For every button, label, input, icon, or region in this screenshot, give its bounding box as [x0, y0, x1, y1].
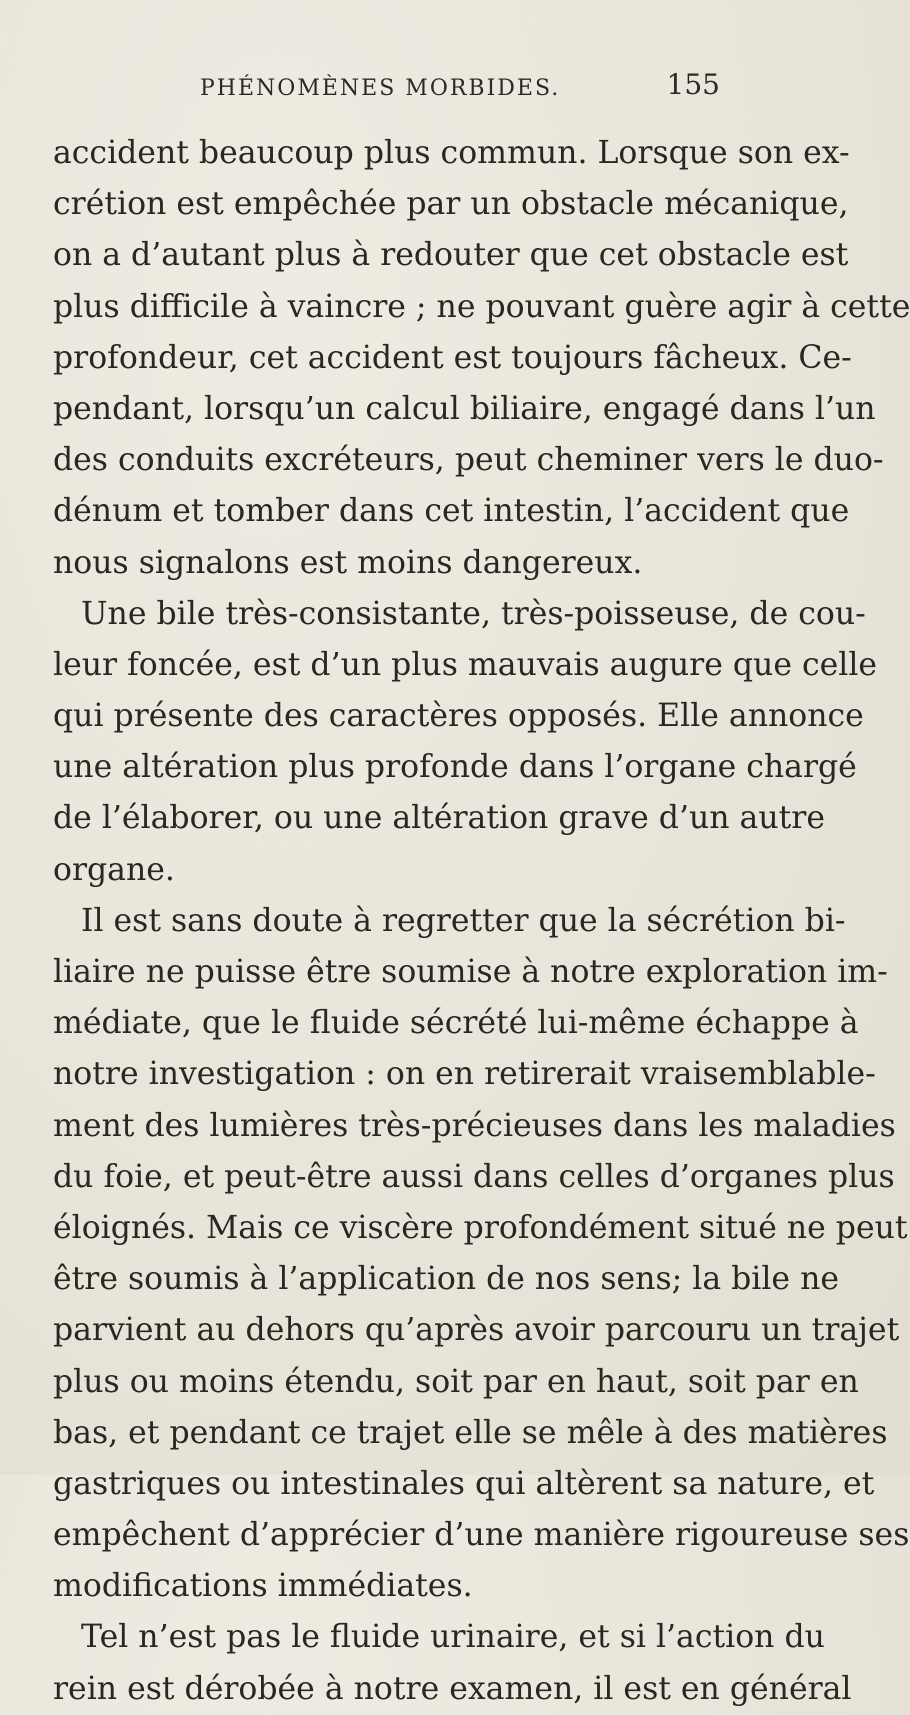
running-title: PHÉNOMÈNES MORBIDES.	[200, 76, 561, 101]
text-line: on a d’autant plus à redouter que cet obstacle est	[53, 237, 849, 274]
text-line: modifications immédiates.	[53, 1568, 473, 1605]
text-line: des conduits excréteurs, peut cheminer vers le duo-	[53, 442, 884, 479]
text-line: ment des lumières très-précieuses dans les maladies	[53, 1107, 896, 1144]
page-number: 155	[666, 68, 720, 101]
text-line: parvient au dehors qu’après avoir parcouru un trajet	[53, 1312, 900, 1349]
text-line: rein est dérobée à notre examen, il est en général	[53, 1670, 852, 1707]
text-line: pendant, lorsqu’un calcul biliaire, engagé dans l’un	[53, 390, 876, 427]
text-line: profondeur, cet accident est toujours fâcheux. Ce-	[53, 339, 852, 376]
text-line: leur foncée, est d’un plus mauvais augure que celle	[53, 646, 878, 683]
text-line: empêchent d’apprécier d’une manière rigoureuse ses	[53, 1517, 910, 1554]
text-line: du foie, et peut-être aussi dans celles d’organes plus	[53, 1158, 895, 1195]
text-line: liaire ne puisse être soumise à notre exploration im-	[53, 954, 888, 990]
text-line: médiate, que le fluide sécrété lui-même échappe à	[53, 1005, 859, 1042]
text-line: organe.	[53, 851, 175, 888]
text-line: gastriques ou intestinales qui altèrent sa nature, et	[53, 1465, 875, 1502]
text-line: éloignés. Mais ce viscère profondément situé ne peut	[53, 1209, 908, 1246]
text-line: nous signalons est moins dangereux.	[53, 544, 643, 581]
text-line: crétion est empêchée par un obstacle mécanique,	[53, 186, 849, 223]
text-line: bas, et pendant ce trajet elle se mêle à des matières	[53, 1414, 888, 1451]
text-line: une altération plus profonde dans l’organe chargé	[53, 749, 857, 786]
text-line: Tel n’est pas le fluide urinaire, et si l’action du	[81, 1619, 825, 1656]
text-line: notre investigation : on en retirerait vraisemblable-	[53, 1056, 876, 1093]
text-line: Une bile très-consistante, très-poisseuse, de cou-	[81, 595, 866, 632]
body-text	[53, 128, 910, 1715]
text-line: plus difficile à vaincre ; ne pouvant guère agir à cette	[53, 288, 910, 325]
running-head	[200, 62, 720, 112]
text-line: être soumis à l’application de nos sens; la bile ne	[53, 1261, 840, 1298]
text-line: plus ou moins étendu, soit par en haut, soit par en	[53, 1363, 859, 1400]
text-line: dénum et tomber dans cet intestin, l’accident que	[53, 493, 850, 530]
text-line: de l’élaborer, ou une altération grave d’un autre	[53, 800, 825, 837]
text-line: accident beaucoup plus commun. Lorsque son ex-	[53, 135, 850, 171]
text-line: Il est sans doute à regretter que la sécrétion bi-	[81, 902, 846, 939]
text-line: qui présente des caractères opposés. Elle annonce	[53, 698, 864, 735]
